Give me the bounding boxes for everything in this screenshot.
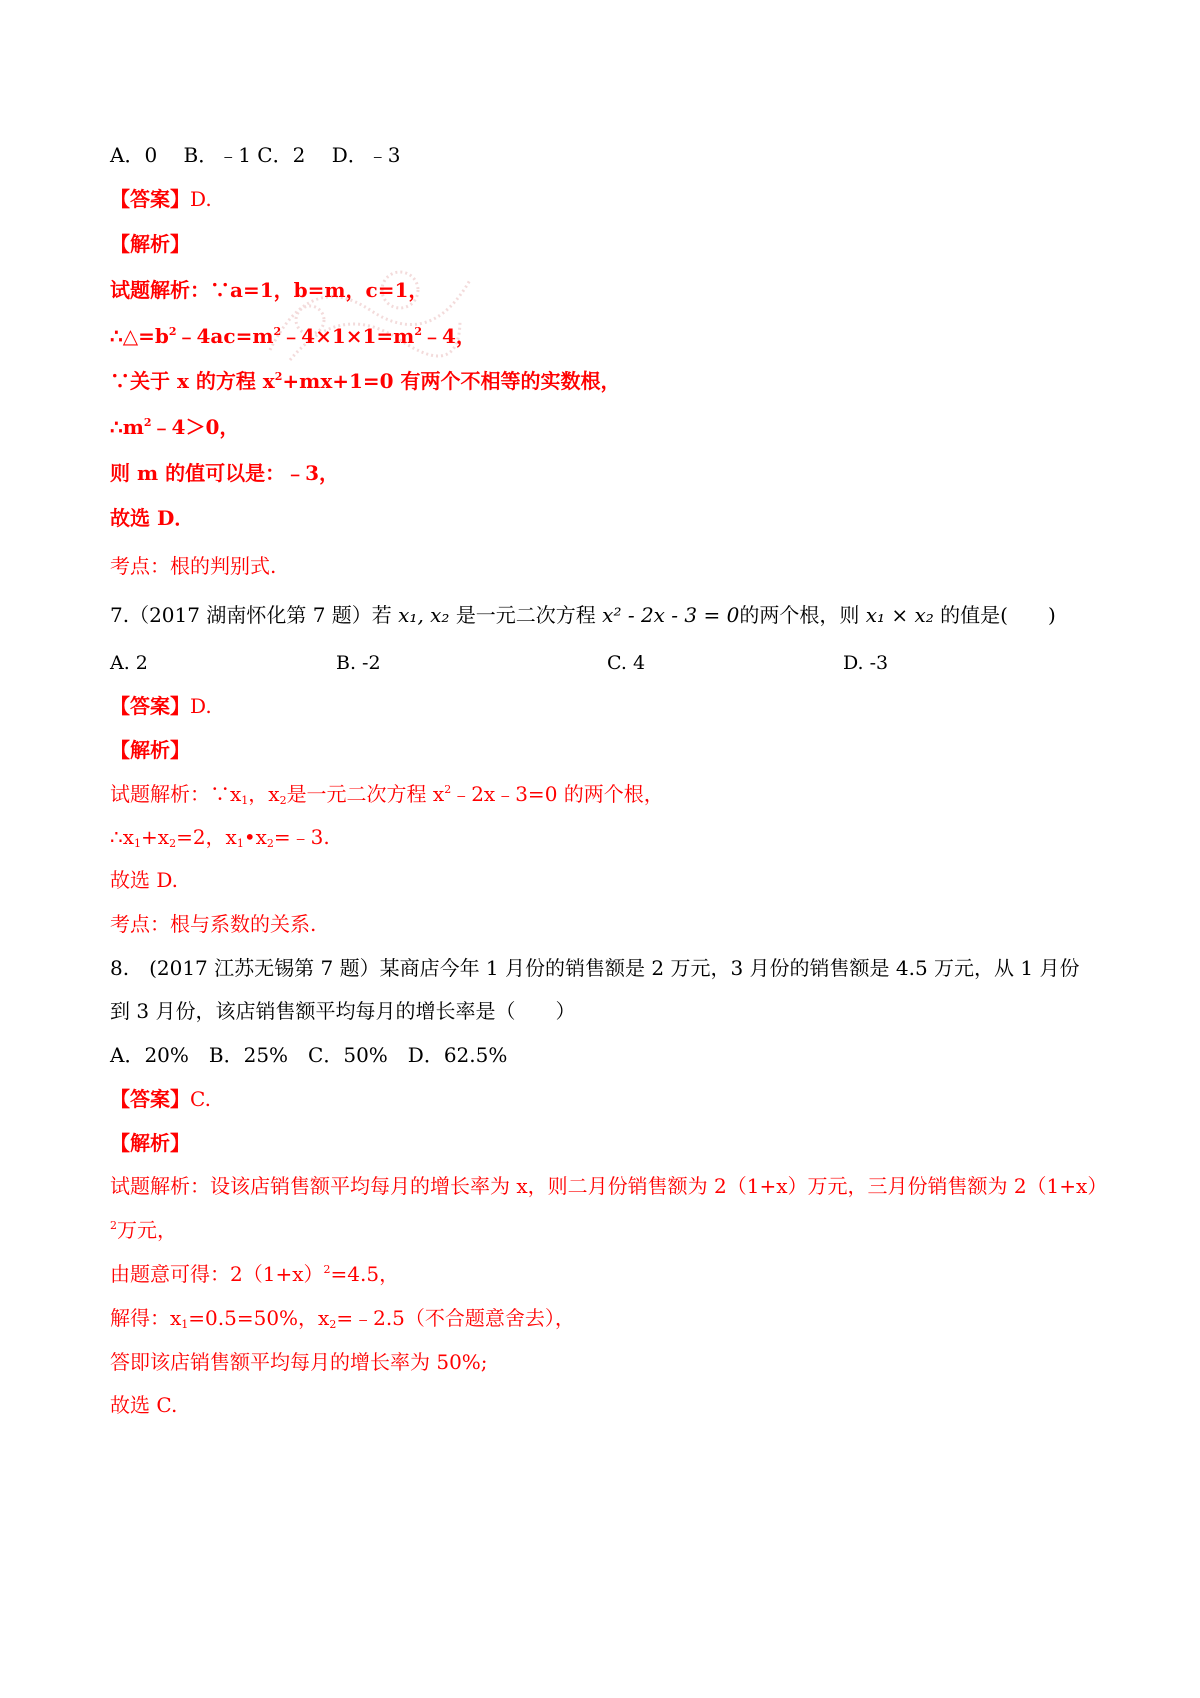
math-equation: x² - 2x - 3 = 0 — [602, 603, 740, 627]
q8-solution-line-5: 故选 C. — [110, 1393, 178, 1417]
math-roots: x₁, x₂ — [398, 603, 450, 627]
q6-solution-line-2: $\therefore\triangle=b^2﹣4ac=m^2﹣4\times 1\times 1=m^2﹣4$， — [110, 324, 476, 348]
q6-answer — [110, 185, 212, 213]
q8-solution-line-1b: $^2$万元， — [110, 1218, 177, 1242]
q6-analysis-label: 【解析】 — [110, 232, 190, 256]
q6-options: A．0 B．﹣1 C．2 D．﹣3 — [110, 143, 401, 167]
option-d: D. -3 — [843, 652, 889, 674]
q6-solution-line-3: ∵关于 x 的方程 $x^2+mx+1=0$ 有两个不相等的实数根， — [110, 369, 621, 393]
option-c: C. 4 — [607, 652, 646, 674]
q8-solution-line-4: 答即该店销售额平均每月的增长率为 50%; — [110, 1350, 488, 1374]
q7-solution-line-2: $\therefore x_1+x_2=2$，$x_1•x_2=﹣3$. — [110, 825, 330, 850]
q7-solution-line-3: 故选 D. — [110, 868, 179, 892]
option-b: B. -2 — [336, 652, 381, 674]
q8-stem-line-2: 到 3 月份，该店销售额平均每月的增长率是（ ） — [110, 999, 576, 1023]
q8-solution-line-1: 试题解析：设该店销售额平均每月的增长率为 x，则二月份销售额为 2（1+x）万元，三月份销售额为 2（1+x） — [110, 1174, 1108, 1198]
answer-label: 【答案】 — [110, 187, 190, 211]
q8-answer: 【答案】C. — [110, 1087, 211, 1111]
watermark-stamp-icon — [250, 250, 480, 370]
q7-analysis-label: 【解析】 — [110, 738, 190, 762]
q7-solution-line-1: 试题解析：$\because x_1$，$x_2$是一元二次方程 $x^2﹣2x﹣3=0$ 的两个根， — [110, 782, 664, 807]
q7-answer: 【答案】D. — [110, 694, 212, 718]
q6-kaodian: 考点：根的判别式. — [110, 554, 277, 578]
q6-solution-line-1: 试题解析：∵a=1，b=m，c=1， — [110, 278, 429, 302]
q7-options — [110, 652, 1010, 680]
q6-solution-line-4: $\therefore m^2﹣4>0$， — [110, 415, 240, 439]
answer-value: D. — [190, 187, 212, 211]
math-product: x₁ × x₂ — [865, 603, 934, 627]
q8-stem-line-1: 8. (2017 江苏无锡第 7 题）某商店今年 1 月份的销售额是 2 万元，3 月份的销售额是 4.5 万元，从 1 月份 — [110, 956, 1080, 980]
q6-solution-line-6: 故选 D． — [110, 506, 195, 530]
q8-options: A．20% B．25% C．50% D．62.5% — [110, 1043, 508, 1067]
q8-analysis-label: 【解析】 — [110, 1131, 190, 1155]
q8-solution-line-2: 由题意可得：$2(1+x)^2=4.5$， — [110, 1262, 400, 1286]
q6-solution-line-5: 则 m 的值可以是：﹣3， — [110, 461, 340, 485]
q8-solution-line-3: 解得：$x_1=0.5=50\%$，$x_2=﹣2.5$（不合题意舍去）， — [110, 1306, 575, 1331]
q7-kaodian: 考点：根与系数的关系. — [110, 912, 317, 936]
q7-stem: 7.（2017 湖南怀化第 7 题）若 x₁, x₂ 是一元二次方程 x² - 2x - 3 = 0的两个根，则 x₁ × x₂ 的值是( ) — [110, 603, 1056, 627]
option-a: A. 2 — [110, 652, 148, 674]
